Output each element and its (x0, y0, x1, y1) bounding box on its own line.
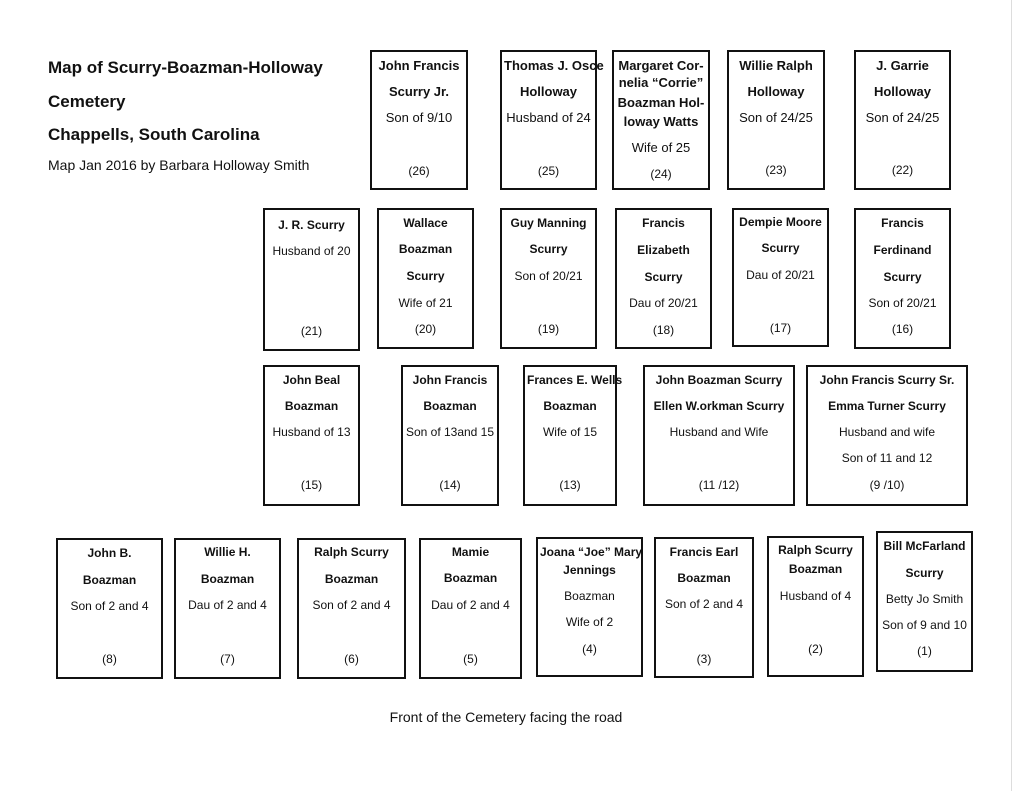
plot-number: (16) (891, 322, 914, 336)
plot-number: (13) (559, 478, 581, 492)
plot-name-line: John Beal (282, 373, 341, 387)
plot-detail-line: Son of 11 and 12 (841, 451, 933, 465)
plot-detail-line: Boazman (788, 562, 843, 576)
map-credit: Map Jan 2016 by Barbara Holloway Smith (48, 157, 310, 173)
plot-detail-line: Scurry (883, 270, 922, 284)
plot-detail-line: Boazman (398, 242, 453, 256)
plot-number: (2) (808, 642, 823, 656)
plot-box (727, 50, 825, 190)
plot-box (370, 50, 468, 190)
plot-detail-line: Boazman (200, 572, 255, 586)
plot-detail-line: Son of 2 and 4 (664, 597, 744, 611)
plot-detail-line: Scurry (905, 566, 944, 580)
plot-number: (9 /10) (869, 478, 905, 492)
plot-name-line: Wallace (403, 216, 448, 230)
plot-number: (1) (917, 644, 932, 658)
plot-name-line: Joana “Joe” Mary (540, 545, 643, 559)
plot-name-line: John Francis Scurry Sr. (819, 373, 955, 387)
plot-name-line: Frances E. Wells (527, 373, 623, 387)
plot-box (876, 531, 973, 672)
plot-number: (6) (344, 652, 359, 666)
plot-number: (22) (891, 163, 914, 177)
plot-detail-line: Boazman (284, 399, 339, 413)
plot-detail-line: Boazman (82, 573, 137, 587)
plot-detail-line: Son of 2 and 4 (70, 599, 149, 613)
plot-detail-line: Holloway (873, 84, 932, 99)
plot-name-line: John Francis (378, 58, 460, 73)
page-edge-line (1011, 0, 1012, 791)
plot-number: (17) (769, 321, 792, 335)
plot-detail-line: Betty Jo Smith (885, 592, 964, 606)
plot-detail-line: Dau of 20/21 (746, 268, 815, 282)
plot-detail-line: Jennings (563, 563, 616, 577)
map-title-line-1: Map of Scurry-Boazman-Holloway (48, 58, 323, 77)
plot-number: (3) (696, 652, 712, 666)
plot-box (654, 537, 754, 678)
plot-number: (8) (102, 652, 117, 666)
plot-detail-line: Husband and wife (838, 425, 936, 439)
plot-box (174, 538, 281, 679)
plot-box (263, 365, 360, 506)
plot-name-line: Francis (881, 216, 924, 230)
plot-detail-line: Boazman (543, 399, 597, 413)
plot-name-line: Francis Earl (669, 545, 739, 559)
plot-detail-line: Husband of 13 (272, 425, 351, 439)
plot-detail-line: Boazman (677, 571, 731, 585)
plot-number: (21) (300, 324, 323, 338)
plot-name-line: Willie H. (204, 545, 251, 559)
plot-box (500, 208, 597, 349)
plot-detail-line: Son of 9 and 10 (882, 618, 967, 632)
plot-detail-line: Wife of 2 (565, 615, 614, 629)
plot-detail-line: Son of 24/25 (865, 110, 940, 125)
plot-name-line: Willie Ralph (739, 58, 813, 73)
plot-detail-line: Scurry (761, 241, 800, 255)
plot-detail-line: Dau of 20/21 (629, 296, 698, 310)
plot-detail-line: Husband of 24 (506, 110, 591, 125)
plot-name-line: John Francis (412, 373, 488, 387)
plot-detail-line: Scurry Jr. (389, 84, 449, 99)
plot-number: (11 /12) (698, 478, 740, 492)
plot-detail-line: Husband and Wife (669, 425, 769, 439)
plot-detail-line: Wife of 15 (542, 425, 598, 439)
plot-detail-line: Son of 13and 15 (405, 425, 495, 439)
plot-name-line: John B. (87, 546, 132, 560)
plot-detail-line: Emma Turner Scurry (828, 399, 946, 413)
plot-detail-line: Boazman (564, 589, 615, 603)
plot-name-line: Francis (642, 216, 685, 230)
plot-number: (19) (537, 322, 560, 336)
plot-name-line: J. R. Scurry (278, 218, 345, 232)
plot-detail-line: Son of 24/25 (739, 110, 813, 125)
plot-box (854, 50, 951, 190)
plot-detail-line: Elizabeth (637, 243, 690, 257)
plot-number: (20) (414, 322, 437, 336)
plot-box (854, 208, 951, 349)
plot-detail-line: Husband of 20 (272, 244, 351, 258)
plot-box (732, 208, 829, 347)
plot-detail-line: Wife of 21 (398, 296, 453, 310)
map-title-line-2: Cemetery (48, 92, 126, 111)
plot-number: (15) (300, 478, 323, 492)
plot-detail-line: Ferdinand (873, 243, 932, 257)
plot-detail-line: nelia “Corrie” (618, 75, 704, 90)
plot-box (377, 208, 474, 349)
plot-detail-line: Boazman Hol- (617, 95, 705, 110)
plot-number: (18) (652, 323, 675, 337)
plot-number: (7) (220, 652, 235, 666)
plot-detail-line: Son of 9/10 (385, 110, 453, 125)
plot-name-line: John Boazman Scurry (655, 373, 783, 387)
plot-detail-line: loway Watts (623, 114, 699, 129)
plot-detail-line: Boazman (423, 399, 477, 413)
plot-box (615, 208, 712, 349)
plot-number: (25) (537, 164, 560, 178)
plot-detail-line: Boazman (443, 571, 498, 585)
plot-detail-line: Wife of 25 (631, 140, 691, 155)
plot-name-line: Bill McFarland (883, 539, 966, 553)
plot-detail-line: Son of 20/21 (514, 269, 583, 283)
plot-box (419, 538, 522, 679)
plot-detail-line: Scurry (406, 269, 445, 283)
plot-name-line: Thomas J. Osce (504, 58, 604, 73)
plot-detail-line: Holloway (747, 84, 805, 99)
plot-box (536, 537, 643, 677)
plot-detail-line: Boazman (324, 572, 379, 586)
plot-name-line: Mamie (451, 545, 490, 559)
plot-detail-line: Son of 20/21 (868, 296, 937, 310)
plot-name-line: Guy Manning (510, 216, 587, 230)
plot-detail-line: Son of 2 and 4 (312, 598, 391, 612)
plot-box (523, 365, 623, 506)
plot-detail-line: Dau of 2 and 4 (188, 598, 267, 612)
plot-box (643, 365, 795, 506)
map-footer-caption: Front of the Cemetery facing the road (389, 709, 623, 725)
plot-detail-line: Scurry (529, 242, 568, 256)
plot-box (263, 208, 360, 351)
plot-box (401, 365, 499, 506)
plot-box (500, 50, 604, 190)
plot-box (767, 536, 864, 677)
plot-box (612, 50, 710, 190)
plot-number: (5) (463, 652, 478, 666)
plot-number: (4) (582, 642, 597, 656)
plot-box (806, 365, 968, 506)
plot-name-line: Ralph Scurry (778, 543, 853, 557)
map-location: Chappells, South Carolina (48, 125, 260, 144)
plot-name-line: Ralph Scurry (314, 545, 389, 559)
plot-name-line: Dempie Moore (739, 215, 822, 229)
plot-number: (26) (408, 164, 430, 178)
plot-detail-line: Scurry (644, 270, 683, 284)
plot-box (56, 538, 163, 679)
plot-number: (14) (439, 478, 461, 492)
plot-detail-line: Dau of 2 and 4 (431, 598, 510, 612)
plot-number: (23) (765, 163, 787, 177)
plot-box (297, 538, 406, 679)
plot-detail-line: Ellen W.orkman Scurry (653, 399, 785, 413)
plot-name-line: J. Garrie (876, 58, 929, 73)
plot-detail-line: Holloway (519, 84, 578, 99)
plot-name-line: Margaret Cor- (618, 58, 704, 73)
plot-number: (24) (650, 167, 672, 181)
plot-detail-line: Husband of 4 (779, 589, 852, 603)
